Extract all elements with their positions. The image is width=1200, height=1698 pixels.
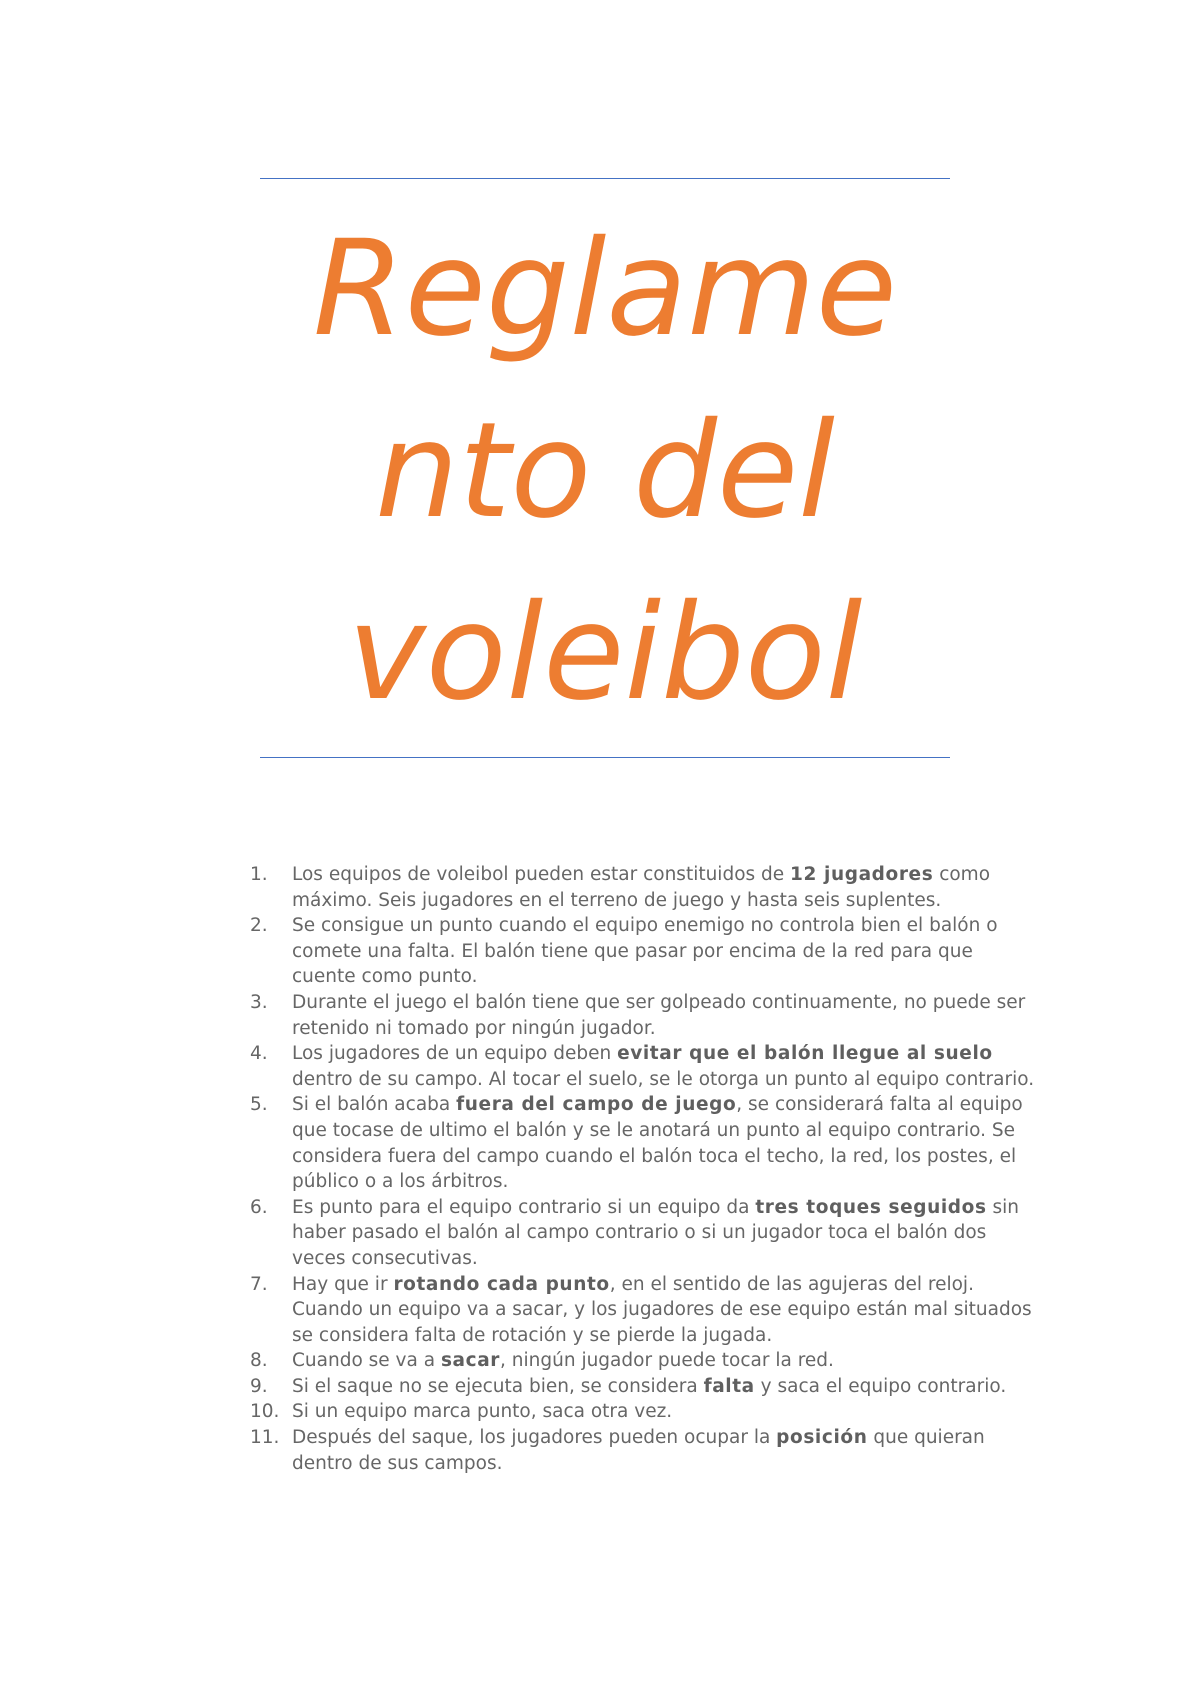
rule-text: Se consigue un punto cuando el equipo enemigo no controla bien el balón o comete una falta. El balón tiene que pasar por encima de la red para que cuente como punto. bbox=[292, 915, 998, 988]
rule-text: , ningún jugador puede tocar la red. bbox=[500, 1350, 834, 1372]
rule-text: , en el sentido de las agujeras del reloj. Cuando un equipo va a sacar, y los jugadores de ese equipo están mal situados se considera falta de rotación y se pierde la jugada. bbox=[292, 1273, 1032, 1346]
rule-item-3 bbox=[250, 990, 1040, 1041]
rule-item-1 bbox=[250, 862, 1040, 913]
rule-highlight: fuera del campo de juego bbox=[456, 1094, 737, 1116]
rule-highlight: rotando cada punto bbox=[393, 1273, 610, 1295]
document-title bbox=[260, 198, 950, 744]
rules-list bbox=[250, 862, 1040, 1476]
rule-item-10 bbox=[250, 1399, 1040, 1425]
rule-text: y saca el equipo contrario. bbox=[754, 1375, 1007, 1397]
rule-text: sin haber pasado el balón al campo contrario o si un jugador toca el balón dos veces consecutivas. bbox=[292, 1196, 1019, 1269]
rule-text: Después del saque, los jugadores pueden ocupar la bbox=[292, 1427, 777, 1449]
rule-number: 11. bbox=[250, 1427, 280, 1449]
rule-text: que quieran dentro de sus campos. bbox=[292, 1427, 985, 1474]
rule-item-11 bbox=[250, 1425, 1040, 1476]
rule-text: Si el saque no se ejecuta bien, se considera bbox=[292, 1375, 704, 1397]
rule-item-6 bbox=[250, 1195, 1040, 1272]
rule-number: 7. bbox=[250, 1273, 268, 1295]
rule-number: 4. bbox=[250, 1043, 268, 1065]
rule-text: Los jugadores de un equipo deben bbox=[292, 1043, 618, 1065]
rule-text: como máximo. Seis jugadores en el terreno de juego y hasta seis suplentes. bbox=[292, 864, 991, 911]
rule-item-2 bbox=[250, 913, 1040, 990]
rule-highlight: falta bbox=[703, 1375, 755, 1397]
rule-highlight: 12 jugadores bbox=[790, 864, 934, 885]
rule-text: Los equipos de voleibol pueden estar constituidos de bbox=[292, 864, 791, 885]
rule-number: 8. bbox=[250, 1350, 268, 1372]
rule-number: 1. bbox=[250, 864, 268, 885]
rule-text: , se considerará falta al equipo que tocase de ultimo el balón y se le anotará un punto al equipo contrario. Se considera fuera del campo cuando el balón toca el techo, la red, los postes, el público o a los árbitros. bbox=[292, 1094, 1023, 1193]
rule-highlight: sacar bbox=[440, 1350, 501, 1372]
rule-item-9 bbox=[250, 1374, 1040, 1400]
rule-number: 10. bbox=[250, 1401, 280, 1423]
rule-text: dentro de su campo. Al tocar el suelo, se le otorga un punto al equipo contrario. bbox=[292, 1068, 1035, 1090]
rule-text: Si un equipo marca punto, saca otra vez. bbox=[292, 1401, 673, 1423]
rule-number: 9. bbox=[250, 1375, 268, 1397]
rule-number: 6. bbox=[250, 1196, 268, 1218]
rule-highlight: tres toques seguidos bbox=[755, 1196, 987, 1218]
rule-highlight: posición bbox=[776, 1427, 868, 1449]
rule-item-5 bbox=[250, 1092, 1040, 1194]
rule-item-8 bbox=[250, 1348, 1040, 1374]
rule-item-4 bbox=[250, 1041, 1040, 1092]
rule-number: 2. bbox=[250, 915, 268, 937]
rule-highlight: evitar que el balón llegue al suelo bbox=[617, 1043, 993, 1065]
rule-text: Cuando se va a bbox=[292, 1350, 441, 1372]
rule-text: Si el balón acaba bbox=[292, 1094, 457, 1116]
title-line-2: nto del bbox=[375, 394, 835, 548]
rule-number: 3. bbox=[250, 991, 268, 1013]
title-rule-bottom bbox=[260, 757, 950, 758]
rule-text: Es punto para el equipo contrario si un equipo da bbox=[292, 1196, 756, 1218]
rule-text: Hay que ir bbox=[292, 1273, 394, 1295]
rule-number: 5. bbox=[250, 1094, 268, 1116]
title-line-1: Reglame bbox=[312, 212, 898, 366]
rule-text: Durante el juego el balón tiene que ser golpeado continuamente, no puede ser retenido ni tomado por ningún jugador. bbox=[292, 991, 1026, 1039]
rule-item-7 bbox=[250, 1272, 1040, 1349]
title-rule-top bbox=[260, 178, 950, 179]
title-line-3: voleibol bbox=[347, 576, 863, 730]
